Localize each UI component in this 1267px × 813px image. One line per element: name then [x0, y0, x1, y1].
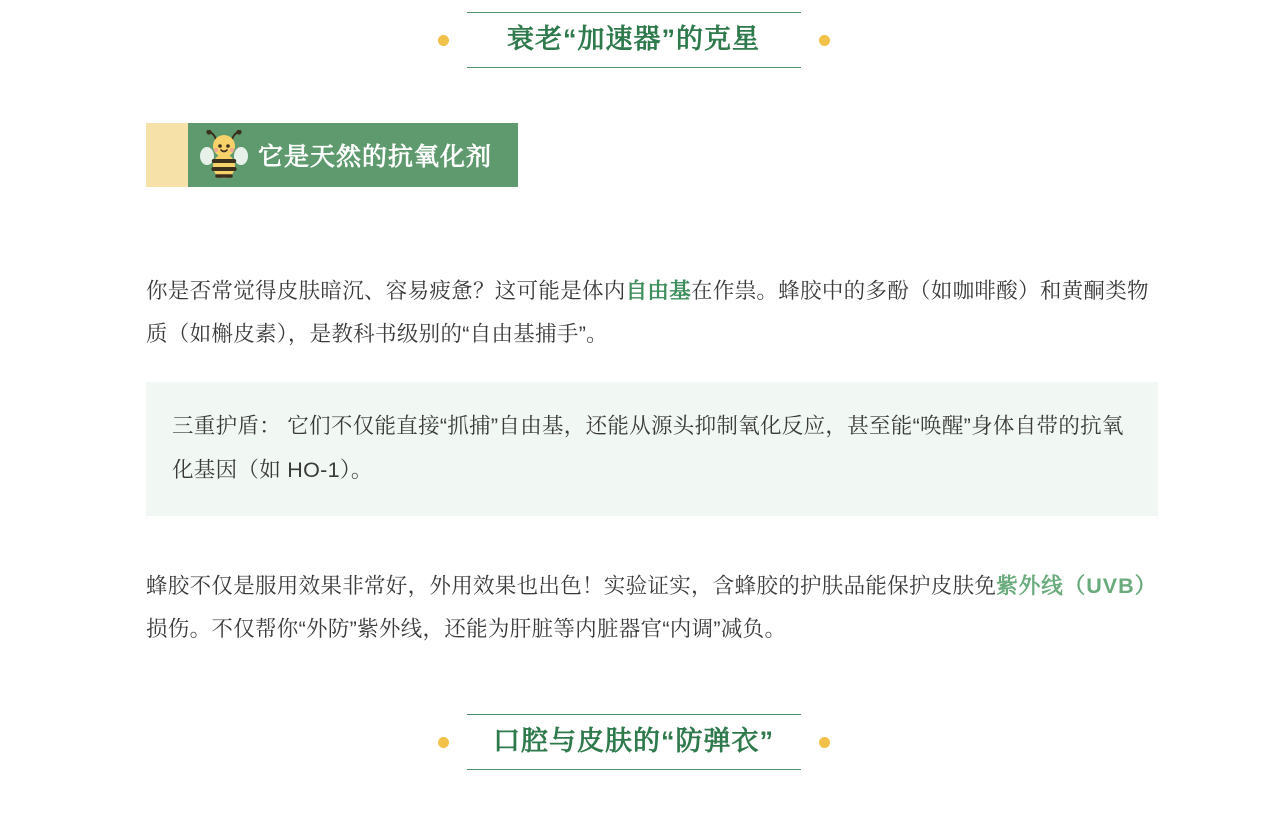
- heading-rule-box: [467, 714, 801, 770]
- paragraph-one-part-2: 在作祟。蜂胶中的多酚（如咖啡酸）和黄酮类物质（如槲皮素），是教科书级别的“自由基捕手”。: [146, 278, 1149, 346]
- paragraph-one-highlight: 自由基: [625, 278, 692, 303]
- section-heading-bottom: [0, 714, 1267, 770]
- dot-right-icon: [819, 35, 830, 46]
- heading-rule-top: [467, 714, 801, 715]
- banner-title: 它是天然的抗氧化剂: [258, 143, 493, 171]
- paragraph-one: [146, 270, 1156, 356]
- section-title: 口腔与皮肤的“防弹衣”: [493, 726, 774, 756]
- section-heading-top: [0, 12, 1267, 68]
- bee-mascot-icon: [200, 130, 248, 180]
- callout-box: [146, 382, 1158, 516]
- banner-green-body: [188, 123, 518, 187]
- paragraph-three: [146, 565, 1158, 651]
- dot-right-icon: [819, 737, 830, 748]
- dot-left-icon: [438, 737, 449, 748]
- paragraph-one-part-1: 你是否常觉得皮肤暗沉、容易疲惫？这可能是体内: [146, 278, 626, 303]
- page-title: 衰老“加速器”的克星: [507, 24, 760, 54]
- dot-left-icon: [438, 35, 449, 46]
- section-banner: [146, 123, 518, 187]
- heading-rule-bottom: [467, 67, 801, 68]
- heading-rule-bottom: [467, 769, 801, 770]
- callout-text: 三重护盾： 它们不仅能直接“抓捕”自由基，还能从源头抑制氧化反应，甚至能“唤醒”身体自带的抗氧化基因（如 HO-1）。: [172, 414, 1124, 482]
- heading-rule-top: [467, 12, 801, 13]
- paragraph-three-highlight: 紫外线（UVB）: [996, 573, 1158, 598]
- paragraph-three-part-1: 蜂胶不仅是服用效果非常好，外用效果也出色！实验证实，含蜂胶的护肤品能保护皮肤免: [146, 573, 997, 598]
- paragraph-three-part-2: 损伤。不仅帮你“外防”紫外线，还能为肝脏等内脏器官“内调”减负。: [146, 616, 787, 641]
- heading-rule-box: [467, 12, 801, 68]
